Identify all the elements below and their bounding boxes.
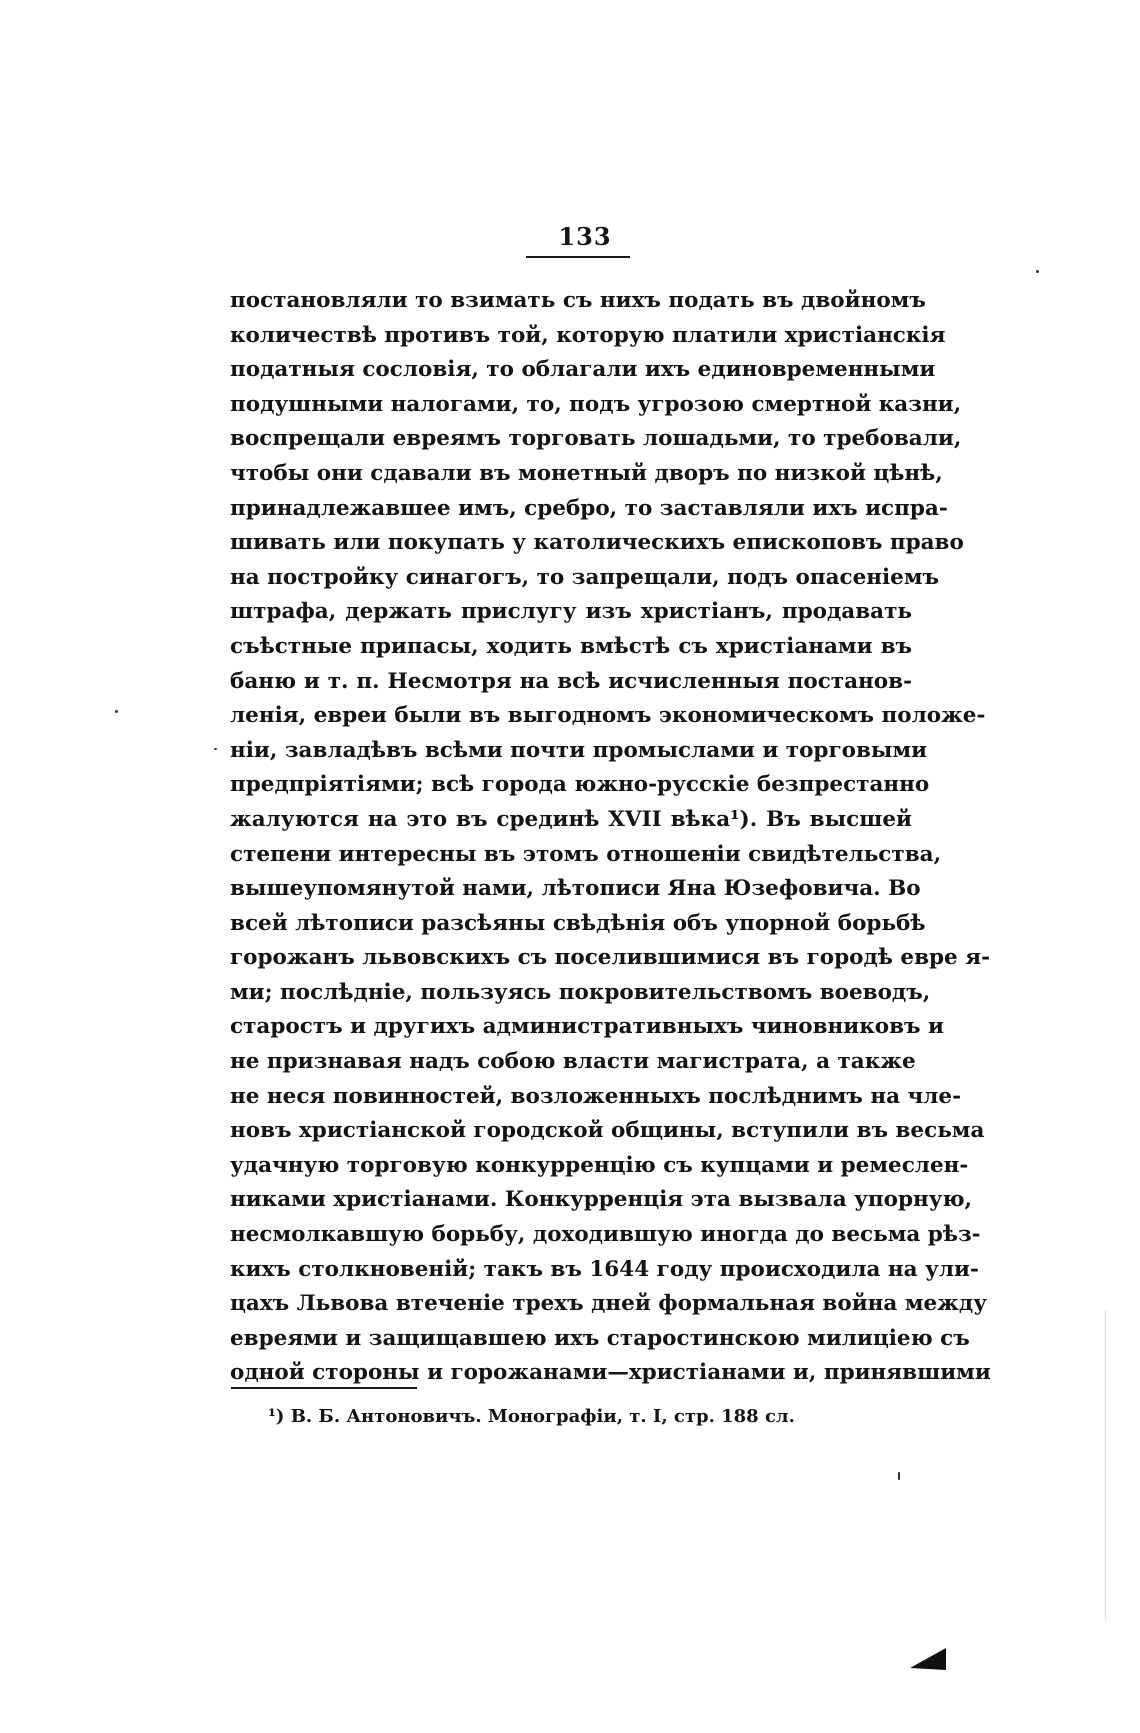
text-line: ми; послѣдніе, пользуясь покровительствомъ воеводъ, (230, 979, 931, 1005)
text-line: принадлежавшее имъ, сребро, то заставляли ихъ испра- (230, 495, 948, 521)
text-line: вышеупомянутой нами, лѣтописи Яна Юзефовича. Во (230, 876, 921, 902)
text-line: удачную торговую конкурренцію съ купцами и ремеслен- (230, 1152, 969, 1178)
scan-speck (115, 710, 118, 713)
text-line: штрафа, держать прислугу изъ христіанъ, продавать (230, 599, 912, 625)
text-line: чтобы они сдавали въ монетный дворъ по низкой цѣнѣ, (230, 460, 943, 486)
page-number: 133 (558, 222, 612, 251)
text-line: постановляли то взимать съ нихъ подать въ двойномъ (230, 288, 926, 313)
scan-corner-mark-icon (910, 1648, 946, 1670)
text-line: кихъ столкновеній; такъ въ 1644 году происходила на ули- (230, 1256, 979, 1282)
text-line: новъ христіанской городской общины, вступили въ весьма (230, 1118, 985, 1144)
text-line: всей лѣтописи разсѣяны свѣдѣнія объ упорной борьбѣ (230, 910, 926, 936)
footnote-rule (231, 1387, 417, 1389)
scan-speck (898, 1472, 900, 1480)
text-line: никами христіанами. Конкурренція эта вызвала упорную, (230, 1187, 973, 1213)
text-line: количествѣ противъ той, которую платили христіанскія (230, 322, 946, 348)
text-line: съѣстные припасы, ходить вмѣстѣ съ христіанами въ (230, 633, 912, 659)
text-line: ленія, евреи были въ выгодномъ экономическомъ положе- (230, 703, 986, 729)
text-line: цахъ Львова втеченіе трехъ дней формальная война между (230, 1291, 987, 1317)
text-line: жалуются на это въ срединѣ XVII вѣка¹). Въ высшей (230, 806, 912, 832)
text-line: ніи, завладѣвъ всѣми почти промыслами и торговыми (230, 737, 928, 763)
text-line: горожанъ львовскихъ съ поселившимися въ городѣ евре я- (230, 945, 991, 971)
text-line: не признавая надъ собою власти магистрата, а также (230, 1049, 916, 1075)
text-line: одной стороны и горожанами—христіанами и, принявшими (230, 1360, 991, 1386)
scan-speck (214, 748, 217, 750)
text-line: податныя сословія, то облагали ихъ единовременными (230, 357, 936, 383)
text-line: баню и т. п. Несмотря на всѣ исчисленныя постанов- (230, 668, 912, 694)
body-text (230, 284, 991, 1391)
footnote (268, 1406, 795, 1427)
text-line: воспрещали евреямъ торговать лошадьми, то требовали, (230, 426, 962, 452)
text-line: несмолкавшую борьбу, доходившую иногда до весьма рѣз- (230, 1222, 981, 1248)
text-line: на постройку синагогъ, то запрещали, подъ опасеніемъ (230, 564, 940, 590)
text-line: не неся повинностей, возложенныхъ послѣднимъ на чле- (230, 1083, 962, 1109)
header-rule (526, 256, 630, 258)
text-line: подушными налогами, то, подъ угрозою смертной казни, (230, 391, 962, 417)
text-line: старостъ и другихъ административныхъ чиновниковъ и (230, 1014, 944, 1040)
scan-speck (1036, 270, 1039, 273)
text-line: предпріятіями; всѣ города южно-русскіе безпрестанно (230, 772, 930, 798)
text-line: евреями и защищавшею ихъ старостинскою милиціею съ (230, 1325, 970, 1351)
scan-edge-line (1105, 1310, 1106, 1620)
text-line: степени интересны въ этомъ отношеніи свидѣтельства, (230, 841, 942, 867)
footnote-marker: ¹) (268, 1406, 285, 1427)
text-line: шивать или покупать у католическихъ епископовъ право (230, 530, 964, 556)
footnote-text: В. Б. Антоновичъ. Монографіи, т. I, стр. 188 сл. (290, 1406, 795, 1427)
